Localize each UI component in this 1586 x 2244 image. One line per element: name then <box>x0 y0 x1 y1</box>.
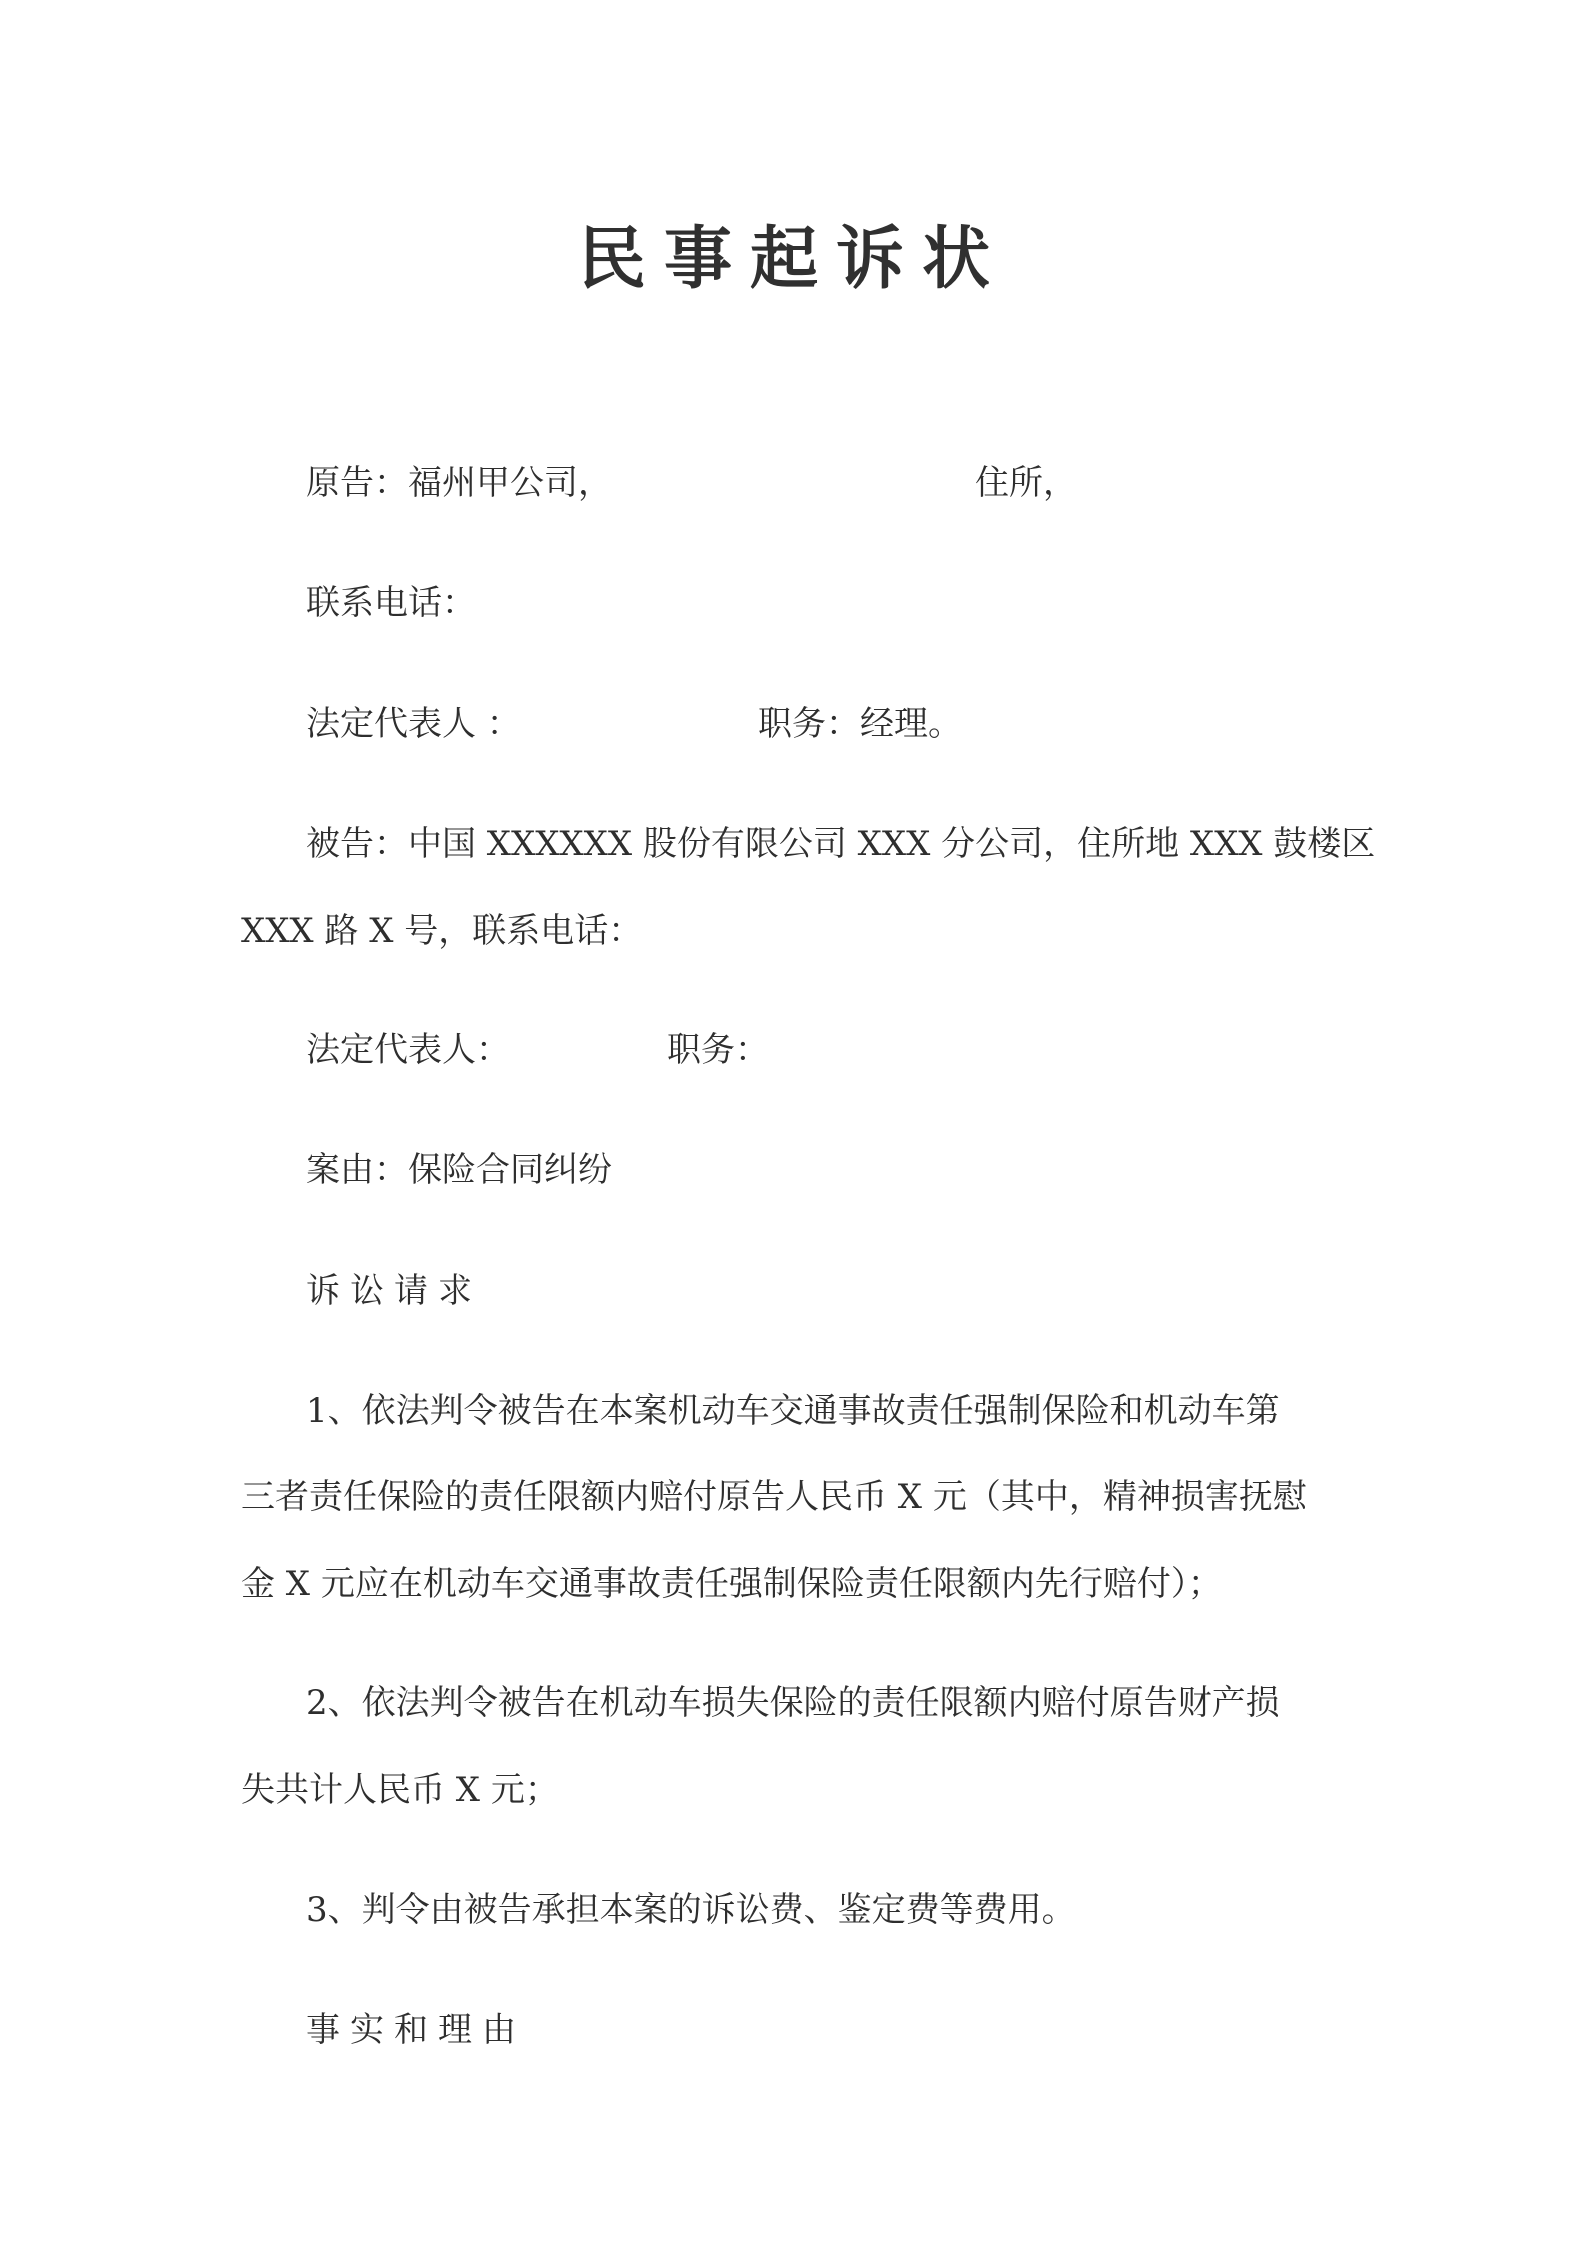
plaintiff-representative: 法定代表人 ： <box>306 704 521 744</box>
claim-3-line-1: 3、判令由被告承担本案的诉讼费、鉴定费等费用。 <box>306 1890 1076 1930</box>
case-cause: 案由：保险合同纠纷 <box>306 1150 612 1190</box>
claim-1-line-2: 三者责任保险的责任限额内赔付原告人民币 X 元（其中，精神损害抚慰 <box>241 1477 1307 1517</box>
page-title: 民事起诉状 <box>577 219 1008 299</box>
claim-1-line-1: 1、依法判令被告在本案机动车交通事故责任强制保险和机动车第 <box>306 1391 1280 1431</box>
defendant-line-2: XXX 路 X 号，联系电话： <box>241 911 643 951</box>
claims-heading: 诉讼请求 <box>306 1271 482 1311</box>
plaintiff-name: 原告：福州甲公司， <box>306 463 612 503</box>
claim-1-line-3: 金 X 元应在机动车交通事故责任强制保险责任限额内先行赔付）； <box>241 1564 1222 1604</box>
claim-2-line-2: 失共计人民币 X 元； <box>241 1770 559 1810</box>
facts-heading: 事实和理由 <box>306 2010 526 2050</box>
plaintiff-phone: 联系电话： <box>306 583 476 623</box>
plaintiff-position: 职务：经理。 <box>758 704 962 744</box>
defendant-position: 职务： <box>667 1030 769 1070</box>
defendant-line-1: 被告：中国 XXXXXX 股份有限公司 XXX 分公司，住所地 XXX 鼓楼区 <box>306 824 1376 864</box>
plaintiff-address: 住所， <box>975 463 1077 503</box>
defendant-representative: 法定代表人： <box>306 1030 510 1070</box>
claim-2-line-1: 2、依法判令被告在机动车损失保险的责任限额内赔付原告财产损 <box>306 1683 1280 1723</box>
